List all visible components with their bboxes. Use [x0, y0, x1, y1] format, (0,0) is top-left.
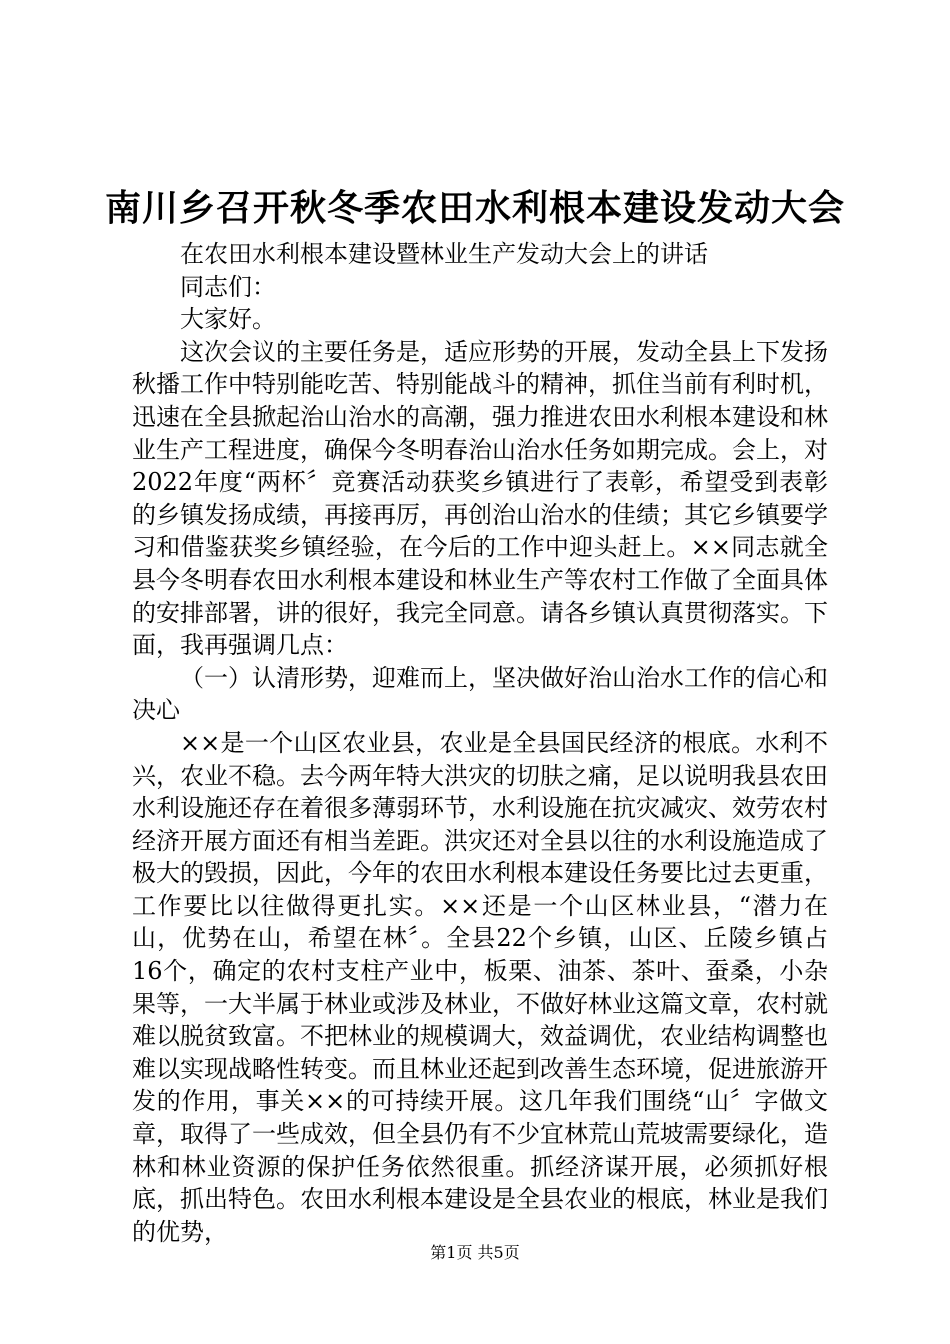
greeting: 大家好。: [180, 305, 276, 334]
page-number-footer: 第1页 共5页: [430, 1243, 520, 1262]
paragraph-county-situation: ××是一个山区农业县，农业是全县国民经济的根底。水利不兴，农业不稳。去今两年特大洪灾的切肤之痛，足以说明我县农田水利设施还存在着很多薄弱环节，水利设施在抗灾减灾、效劳农村经济开展方面还有相当差距。洪灾还对全县以往的水利设施造成了极大的毁损，因此，今年的农田水利根本建设任务要比过去更重，工作要比以往做得更扎实。××还是一个山区林业县，“潜力在山，优势在山，希望在林〞。全县22个乡镇，山区、丘陵乡镇占16个，确定的农村支柱产业中，板栗、油茶、茶叶、蚕桑，小杂果等，一大半属于林业或涉及林业，不做好林业这篇文章，农村就难以脱贫致富。不把林业的规模调大，效益调优，农业结构调整也难以实现战略性转变。而且林业还起到改善生态环境，促进旅游开发的作用，事关××的可持续开展。这几年我们围绕“山〞字做文章，取得了一些成效，但全县仍有不少宜林荒山荒坡需要绿化，造林和林业资源的保护任务依然很重。抓经济谋开展，必须抓好根底，抓出特色。农田水利根本建设是全县农业的根底，林业是我们的优势，: [132, 728, 828, 1246]
document-body: [132, 238, 828, 1248]
document-title: 南川乡召开秋冬季农田水利根本建设发动大会: [104, 187, 845, 229]
paragraph-meeting-tasks: 这次会议的主要任务是，适应形势的开展，发动全县上下发扬秋播工作中特别能吃苦、特别能战斗的精神，抓住当前有利时机，迅速在全县掀起治山治水的高潮，强力推进农田水利根本建设和林业生产工程进度，确保今冬明春治山治水任务如期完成。会上，对2022年度“两杯〞竞赛活动获奖乡镇进行了表彰，希望受到表彰的乡镇发扬成绩，再接再厉，再创治山治水的佳绩；其它乡镇要学习和借鉴获奖乡镇经验，在今后的工作中迎头赶上。××同志就全县今冬明春农田水利根本建设和林业生产等农村工作做了全面具体的安排部署，讲的很好，我完全同意。请各乡镇认真贯彻落实。下面，我再强调几点：: [132, 337, 828, 660]
speech-heading: 在农田水利根本建设暨林业生产发动大会上的讲话: [180, 240, 708, 268]
section-heading-1: （一）认清形势，迎难而上，坚决做好治山治水工作的信心和决心: [132, 663, 828, 725]
salutation: 同志们：: [180, 272, 276, 301]
